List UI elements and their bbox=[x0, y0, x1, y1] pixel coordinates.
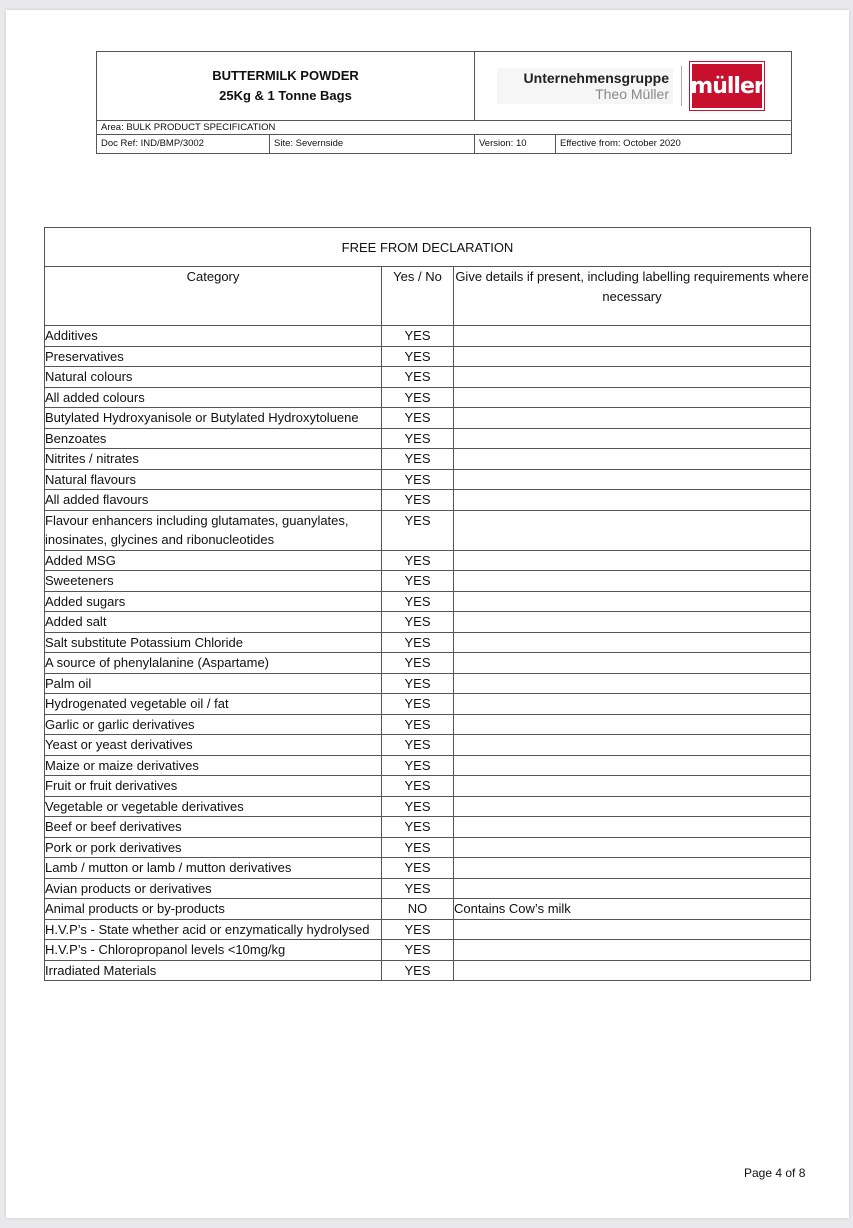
table-row bbox=[45, 408, 811, 429]
row-category: All added colours bbox=[45, 387, 382, 408]
table-title: FREE FROM DECLARATION bbox=[45, 228, 811, 267]
row-details bbox=[454, 694, 811, 715]
row-category: A source of phenylalanine (Aspartame) bbox=[45, 653, 382, 674]
row-details bbox=[454, 408, 811, 429]
site: Site: Severnside bbox=[270, 135, 475, 153]
table-row bbox=[45, 387, 811, 408]
row-category: Additives bbox=[45, 326, 382, 347]
row-details bbox=[454, 817, 811, 838]
row-answer: YES bbox=[382, 755, 454, 776]
company-name bbox=[497, 68, 673, 104]
row-details bbox=[454, 960, 811, 981]
row-details bbox=[454, 346, 811, 367]
row-category: Yeast or yeast derivatives bbox=[45, 735, 382, 756]
table-row bbox=[45, 694, 811, 715]
table-row bbox=[45, 326, 811, 347]
row-category: Hydrogenated vegetable oil / fat bbox=[45, 694, 382, 715]
row-details: Contains Cow’s milk bbox=[454, 899, 811, 920]
logo-text: müller bbox=[690, 73, 764, 99]
row-answer: YES bbox=[382, 510, 454, 550]
table-row bbox=[45, 960, 811, 981]
row-category: Flavour enhancers including glutamates, guanylates, inosinates, glycines and ribonucleotides bbox=[45, 510, 382, 550]
row-category: Added sugars bbox=[45, 591, 382, 612]
product-title bbox=[97, 52, 475, 120]
row-details bbox=[454, 755, 811, 776]
row-category: Added salt bbox=[45, 612, 382, 633]
row-details bbox=[454, 858, 811, 879]
table-row bbox=[45, 776, 811, 797]
table-row bbox=[45, 899, 811, 920]
brand-divider bbox=[681, 66, 682, 106]
row-details bbox=[454, 510, 811, 550]
muller-logo bbox=[690, 62, 764, 110]
row-category: Natural colours bbox=[45, 367, 382, 388]
row-answer: YES bbox=[382, 550, 454, 571]
row-answer: YES bbox=[382, 735, 454, 756]
table-row bbox=[45, 428, 811, 449]
row-category: Avian products or derivatives bbox=[45, 878, 382, 899]
row-details bbox=[454, 632, 811, 653]
row-details bbox=[454, 837, 811, 858]
row-details bbox=[454, 591, 811, 612]
row-category: H.V.P’s - Chloropropanol levels <10mg/kg bbox=[45, 940, 382, 961]
row-answer: YES bbox=[382, 858, 454, 879]
row-answer: YES bbox=[382, 694, 454, 715]
row-answer: YES bbox=[382, 878, 454, 899]
row-category: Beef or beef derivatives bbox=[45, 817, 382, 838]
row-answer: YES bbox=[382, 408, 454, 429]
row-category: Animal products or by-products bbox=[45, 899, 382, 920]
table-row bbox=[45, 510, 811, 550]
table-row bbox=[45, 550, 811, 571]
table-row bbox=[45, 367, 811, 388]
row-answer: YES bbox=[382, 673, 454, 694]
table-body bbox=[45, 326, 811, 981]
row-category: Palm oil bbox=[45, 673, 382, 694]
row-answer: YES bbox=[382, 571, 454, 592]
page-number: Page 4 of 8 bbox=[744, 1166, 806, 1180]
row-category: Maize or maize derivatives bbox=[45, 755, 382, 776]
row-category: All added flavours bbox=[45, 490, 382, 511]
table-row bbox=[45, 714, 811, 735]
column-header-category: Category bbox=[45, 267, 382, 326]
product-title-line2: 25Kg & 1 Tonne Bags bbox=[219, 88, 352, 103]
row-details bbox=[454, 796, 811, 817]
row-category: Salt substitute Potassium Chloride bbox=[45, 632, 382, 653]
row-answer: YES bbox=[382, 837, 454, 858]
table-row bbox=[45, 796, 811, 817]
row-details bbox=[454, 490, 811, 511]
row-answer: YES bbox=[382, 469, 454, 490]
doc-ref: Doc Ref: IND/BMP/3002 bbox=[97, 135, 270, 153]
row-details bbox=[454, 469, 811, 490]
row-answer: YES bbox=[382, 776, 454, 797]
column-header-details: Give details if present, including labelling requirements where necessary bbox=[454, 267, 811, 326]
row-answer: YES bbox=[382, 428, 454, 449]
row-details bbox=[454, 940, 811, 961]
row-details bbox=[454, 326, 811, 347]
row-details bbox=[454, 714, 811, 735]
table-row bbox=[45, 591, 811, 612]
table-row bbox=[45, 673, 811, 694]
table-row bbox=[45, 817, 811, 838]
table-row bbox=[45, 755, 811, 776]
document-meta-row bbox=[97, 135, 791, 153]
row-category: Vegetable or vegetable derivatives bbox=[45, 796, 382, 817]
table-row bbox=[45, 612, 811, 633]
row-category: Preservatives bbox=[45, 346, 382, 367]
row-answer: YES bbox=[382, 960, 454, 981]
table-row bbox=[45, 449, 811, 470]
row-category: Garlic or garlic derivatives bbox=[45, 714, 382, 735]
table-row bbox=[45, 632, 811, 653]
row-answer: YES bbox=[382, 387, 454, 408]
row-answer: NO bbox=[382, 899, 454, 920]
row-category: Lamb / mutton or lamb / mutton derivatives bbox=[45, 858, 382, 879]
row-answer: YES bbox=[382, 632, 454, 653]
row-answer: YES bbox=[382, 940, 454, 961]
row-answer: YES bbox=[382, 919, 454, 940]
table-row bbox=[45, 346, 811, 367]
row-details bbox=[454, 367, 811, 388]
table-row bbox=[45, 653, 811, 674]
row-details bbox=[454, 571, 811, 592]
row-answer: YES bbox=[382, 796, 454, 817]
table-row bbox=[45, 878, 811, 899]
row-category: Sweeteners bbox=[45, 571, 382, 592]
brand-block bbox=[475, 52, 791, 120]
row-details bbox=[454, 387, 811, 408]
row-answer: YES bbox=[382, 326, 454, 347]
area-label: Area: BULK PRODUCT SPECIFICATION bbox=[97, 121, 791, 135]
effective-date: Effective from: October 2020 bbox=[560, 138, 681, 149]
row-category: Natural flavours bbox=[45, 469, 382, 490]
row-details bbox=[454, 428, 811, 449]
row-details bbox=[454, 550, 811, 571]
row-answer: YES bbox=[382, 449, 454, 470]
table-row bbox=[45, 837, 811, 858]
table-row bbox=[45, 858, 811, 879]
row-answer: YES bbox=[382, 653, 454, 674]
row-details bbox=[454, 673, 811, 694]
row-details bbox=[454, 612, 811, 633]
row-category: Nitrites / nitrates bbox=[45, 449, 382, 470]
row-details bbox=[454, 878, 811, 899]
row-answer: YES bbox=[382, 714, 454, 735]
row-category: Benzoates bbox=[45, 428, 382, 449]
table-row bbox=[45, 735, 811, 756]
row-details bbox=[454, 776, 811, 797]
row-answer: YES bbox=[382, 490, 454, 511]
document-header bbox=[96, 51, 792, 154]
row-details bbox=[454, 735, 811, 756]
row-details bbox=[454, 919, 811, 940]
row-category: Fruit or fruit derivatives bbox=[45, 776, 382, 797]
row-category: H.V.P’s - State whether acid or enzymatically hydrolysed bbox=[45, 919, 382, 940]
company-name-line2: Theo Müller bbox=[595, 86, 669, 102]
table-row bbox=[45, 919, 811, 940]
row-category: Irradiated Materials bbox=[45, 960, 382, 981]
row-answer: YES bbox=[382, 346, 454, 367]
row-category: Added MSG bbox=[45, 550, 382, 571]
version: Version: 10 bbox=[475, 135, 556, 153]
row-category: Butylated Hydroxyanisole or Butylated Hydroxytoluene bbox=[45, 408, 382, 429]
document-page bbox=[6, 10, 849, 1218]
table-row bbox=[45, 469, 811, 490]
row-answer: YES bbox=[382, 591, 454, 612]
row-answer: YES bbox=[382, 367, 454, 388]
row-answer: YES bbox=[382, 817, 454, 838]
product-title-line1: BUTTERMILK POWDER bbox=[212, 68, 359, 83]
column-header-yes-no: Yes / No bbox=[382, 267, 454, 326]
row-answer: YES bbox=[382, 612, 454, 633]
table-row bbox=[45, 940, 811, 961]
company-name-line1: Unternehmensgruppe bbox=[523, 70, 669, 86]
free-from-table bbox=[44, 227, 811, 981]
row-details bbox=[454, 653, 811, 674]
table-row bbox=[45, 571, 811, 592]
table-row bbox=[45, 490, 811, 511]
row-details bbox=[454, 449, 811, 470]
row-category: Pork or pork derivatives bbox=[45, 837, 382, 858]
